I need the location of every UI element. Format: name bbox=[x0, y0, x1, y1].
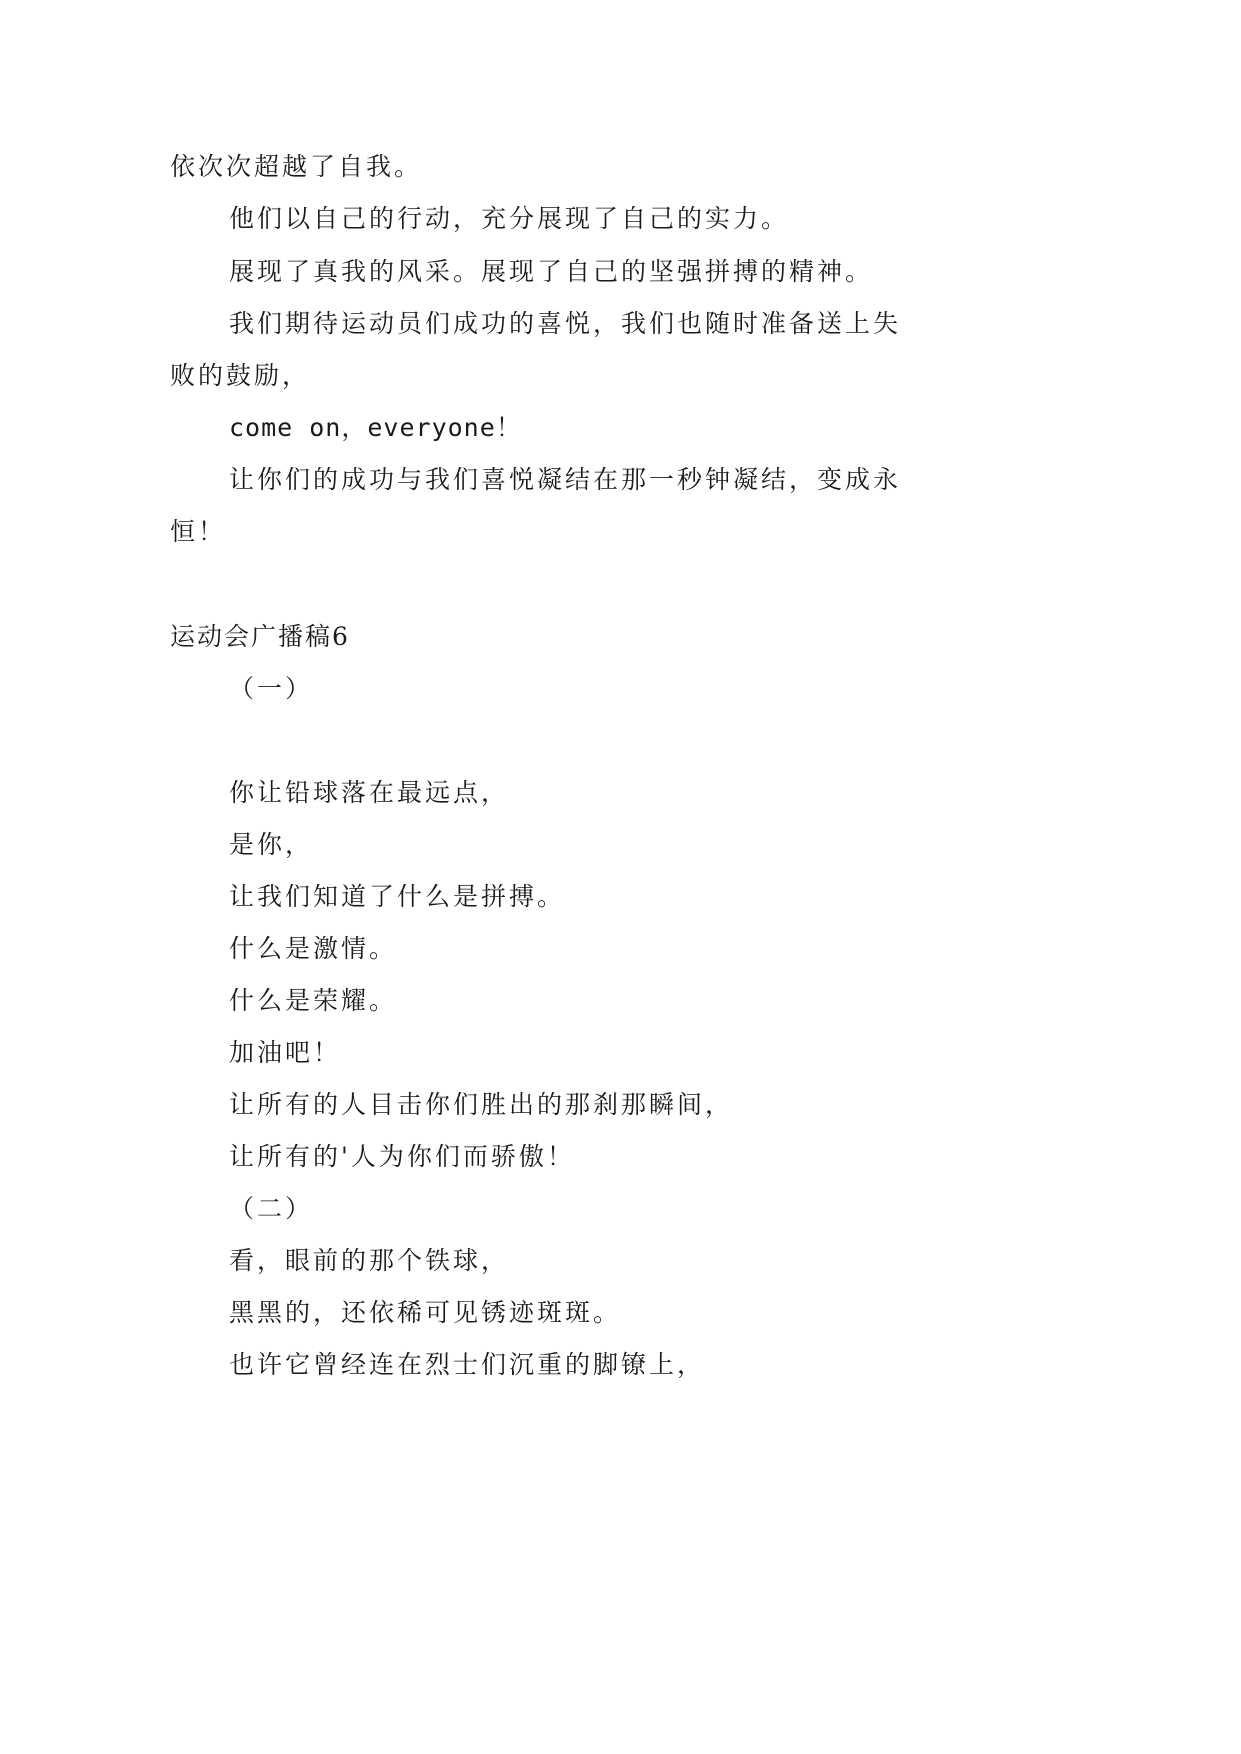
part-label: （一） bbox=[229, 674, 314, 703]
poem-line: 让所有的'人为你们而骄傲！ bbox=[229, 1142, 575, 1171]
paragraph-line: come on，everyone！ bbox=[229, 413, 522, 442]
poem-line: 你让铅球落在最远点， bbox=[229, 778, 510, 807]
poem-line: 是你， bbox=[229, 830, 314, 859]
poem-line: 加油吧！ bbox=[229, 1038, 342, 1067]
paragraph-line: 恒！ bbox=[170, 517, 227, 546]
poem-line: 让我们知道了什么是拼搏。 bbox=[229, 882, 566, 911]
poem-line: 让所有的人目击你们胜出的那刹那瞬间， bbox=[229, 1090, 734, 1119]
paragraph-line: 依次次超越了自我。 bbox=[170, 152, 423, 181]
poem-line: 也许它曾经连在烈士们沉重的脚镣上， bbox=[229, 1350, 706, 1379]
section-title: 运动会广播稿6 bbox=[170, 622, 350, 651]
part-label: （二） bbox=[229, 1194, 314, 1223]
paragraph-line: 败的鼓励， bbox=[170, 361, 311, 390]
poem-line: 什么是荣耀。 bbox=[229, 986, 398, 1015]
poem-line: 黑黑的，还依稀可见锈迹斑斑。 bbox=[229, 1298, 622, 1327]
poem-line: 看，眼前的那个铁球， bbox=[229, 1246, 510, 1275]
poem-line: 什么是激情。 bbox=[229, 934, 398, 963]
paragraph-line: 让你们的成功与我们喜悦凝结在那一秒钟凝结，变成永 bbox=[229, 465, 902, 494]
paragraph-line: 我们期待运动员们成功的喜悦，我们也随时准备送上失 bbox=[229, 309, 902, 338]
paragraph-line: 展现了真我的风采。展现了自己的坚强拼搏的精神。 bbox=[229, 257, 874, 286]
paragraph-line: 他们以自己的行动，充分展现了自己的实力。 bbox=[229, 204, 790, 233]
